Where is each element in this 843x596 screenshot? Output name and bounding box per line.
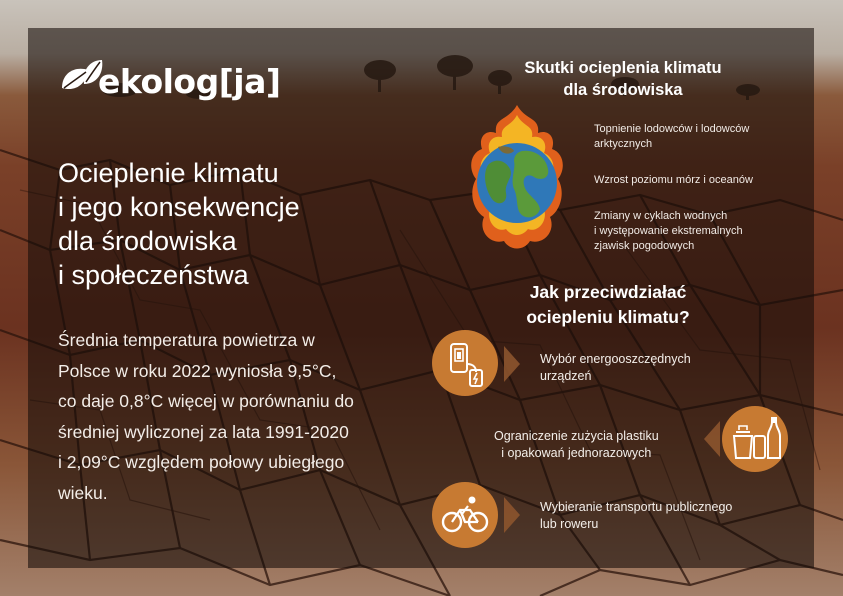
section-title-line: ociepleniu klimatu? [526,307,690,327]
action-line: i opakowań jednorazowych [501,446,652,460]
action-text-transport [540,499,732,533]
ekologja-logo [58,58,281,101]
action-line: Wybieranie transportu publicznego [540,500,733,514]
paragraph-line: Polsce w roku 2022 wyniosła 9,5°C, [58,360,337,381]
page-title [58,156,378,292]
effect-item-sea-level [594,173,784,188]
arrow-right-icon [504,497,520,533]
effect-line: Wzrost poziomu mórz i oceanów [594,174,753,186]
effects-section-title [478,57,768,101]
effect-item-glaciers [594,122,784,152]
action-line: lub roweru [540,517,599,531]
battery-phone-icon [432,330,498,396]
action-line: Wybór energooszczędnych [540,352,691,366]
paragraph-line: średniej wyliczonej za lata 1991-2020 [58,421,349,442]
section-title-line: Skutki ocieplenia klimatu [524,59,722,77]
logo-wordmark: ekolog[ja] [98,62,281,101]
temperature-paragraph [58,325,408,508]
section-title-line: dla środowiska [563,81,683,99]
effect-line: Topnienie lodowców i lodowców [594,123,750,135]
paragraph-line: Średnia temperatura powietrza w [58,330,315,350]
action-text-plastic [494,428,659,462]
title-line: dla środowiska [58,226,237,256]
actions-section-title [478,280,738,330]
effect-line: arktycznych [594,138,653,150]
bicycle-icon [432,482,498,548]
action-circle-transport [432,482,498,548]
arrow-left-icon [704,421,720,457]
paragraph-line: i 2,09°C względem połowy ubiegłego [58,452,345,472]
effect-item-water-cycles [594,209,784,254]
action-text-energy [540,351,691,385]
effect-line: i występowanie ekstremalnych [594,225,743,237]
title-line: i jego konsekwencje [58,192,300,222]
burning-globe-icon [468,103,566,251]
plastic-packaging-icon [722,406,788,472]
paragraph-line: co daje 0,8°C więcej w porównaniu do [58,391,354,411]
action-line: Ograniczenie zużycia plastiku [494,429,659,443]
title-line: Ocieplenie klimatu [58,158,279,188]
title-line: i społeczeństwa [58,260,249,290]
action-circle-energy [432,330,498,396]
arrow-right-icon [504,346,520,382]
action-line: urządzeń [540,369,592,383]
effect-line: zjawisk pogodowych [594,240,695,252]
section-title-line: Jak przeciwdziałać [529,282,687,302]
paragraph-line: wieku. [58,482,108,503]
effect-line: Zmiany w cyklach wodnych [594,210,728,222]
action-circle-plastic [722,406,788,472]
